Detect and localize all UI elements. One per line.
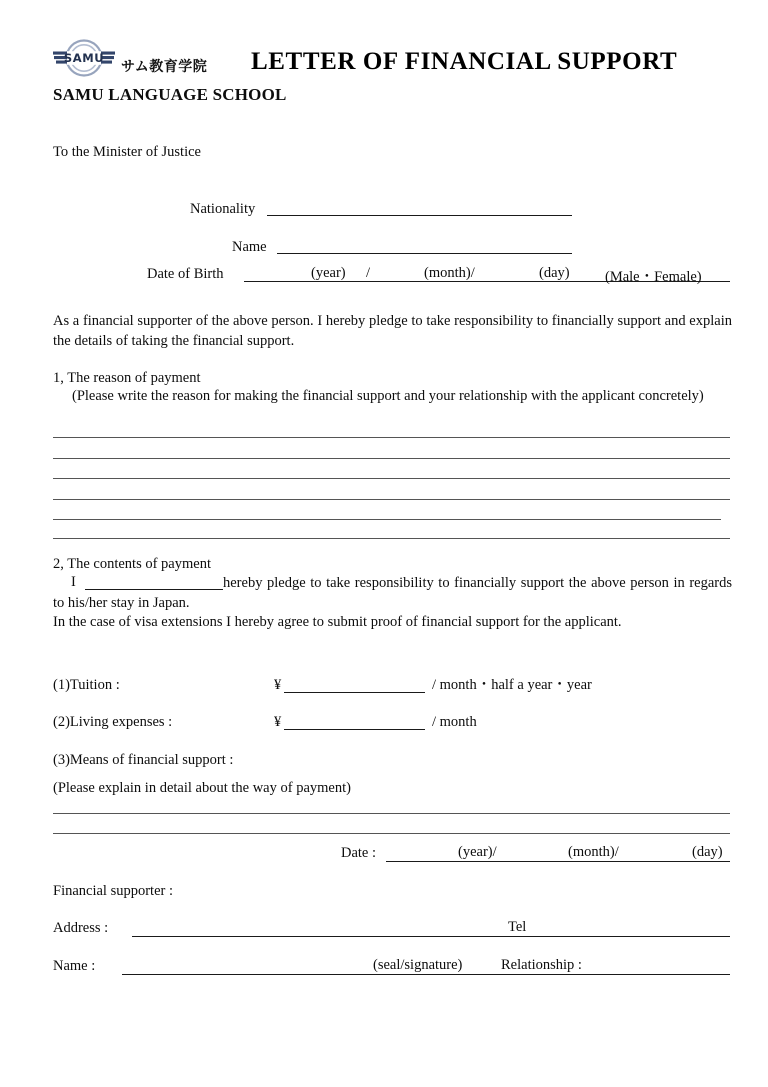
addressee-line: To the Minister of Justice [53, 144, 201, 160]
applicant-name-input-line[interactable] [277, 253, 572, 254]
living-expenses-period: / month [432, 714, 477, 730]
supporter-name-label: Name : [53, 958, 96, 974]
samu-circular-logo-icon [53, 38, 115, 78]
means-ruled-line[interactable] [53, 833, 730, 834]
section2-line1: hereby pledge to take responsibility to financially support the above person in regards to his/her stay in Japan. [53, 575, 732, 611]
section1-instruction: (Please write the reason for making the financial support and your relationship with the applicant concretely) [72, 388, 704, 404]
reason-ruled-line[interactable] [53, 478, 730, 479]
school-japanese-name: サム教育学院 [121, 59, 208, 75]
reason-ruled-line[interactable] [53, 538, 730, 539]
reason-ruled-line[interactable] [53, 499, 730, 500]
date-month-label: (month)/ [568, 844, 619, 860]
date-input-line[interactable] [386, 861, 730, 862]
means-of-support-label: (3)Means of financial support : [53, 752, 234, 768]
samu-logo [53, 38, 115, 78]
date-label: Date : [341, 845, 377, 861]
document-header [53, 36, 733, 80]
supporter-name-input-line[interactable] [122, 974, 730, 975]
tel-label: Tel [508, 919, 527, 935]
living-expenses-label: (2)Living expenses : [53, 714, 173, 730]
date-year-label: (year)/ [458, 844, 497, 860]
address-input-line[interactable] [132, 936, 730, 937]
section1-heading: 1, The reason of payment [53, 370, 201, 386]
means-of-support-instruction: (Please explain in detail about the way of payment) [53, 780, 351, 796]
nationality-input-line[interactable] [267, 215, 572, 216]
dob-year-label: (year) [311, 265, 346, 281]
reason-ruled-line[interactable] [53, 458, 730, 459]
dob-month-label: (month)/ [424, 265, 475, 281]
relationship-label: Relationship : [501, 957, 582, 973]
page-title: LETTER OF FINANCIAL SUPPORT [251, 48, 678, 75]
reason-ruled-line[interactable] [53, 519, 721, 520]
school-english-name: SAMU LANGUAGE SCHOOL [53, 85, 287, 104]
tuition-label: (1)Tuition : [53, 677, 120, 693]
living-expenses-amount-input[interactable] [284, 729, 425, 730]
section2-pronoun: I [71, 574, 76, 590]
tuition-period-options[interactable]: / month・half a year・year [432, 677, 592, 693]
gender-choice[interactable]: (Male・Female) [605, 269, 702, 285]
samu-logo-text: SAMU [63, 51, 105, 66]
financial-supporter-heading: Financial supporter : [53, 883, 174, 899]
tuition-currency-symbol: ¥ [274, 677, 282, 693]
section2-heading: 2, The contents of payment [53, 556, 211, 572]
address-label: Address : [53, 920, 109, 936]
dob-slash: / [366, 265, 371, 281]
date-day-label: (day) [692, 844, 723, 860]
dob-day-label: (day) [539, 265, 570, 281]
seal-signature-label: (seal/signature) [373, 957, 463, 973]
tuition-amount-input[interactable] [284, 692, 425, 693]
pledge-paragraph: As a financial supporter of the above person. I hereby pledge to take responsibility to financially support and explain the details of taking the financial support. [53, 313, 732, 349]
section2-line2: In the case of visa extensions I hereby agree to submit proof of financial support for the applicant. [53, 614, 622, 630]
date-of-birth-label: Date of Birth [147, 266, 224, 282]
applicant-name-label: Name [232, 239, 267, 255]
living-expenses-currency-symbol: ¥ [274, 714, 282, 730]
reason-ruled-line[interactable] [53, 437, 730, 438]
means-ruled-line[interactable] [53, 813, 730, 814]
nationality-label: Nationality [190, 201, 256, 217]
